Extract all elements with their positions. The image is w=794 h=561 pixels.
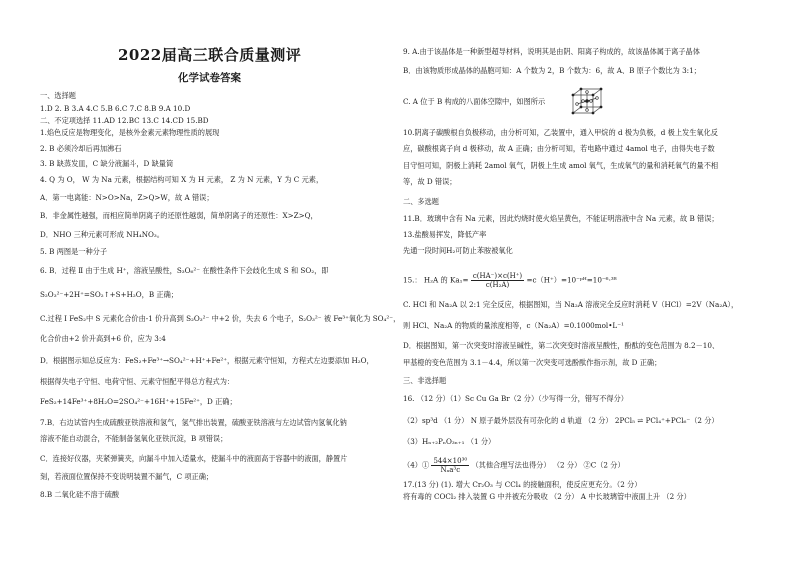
answer-line: 溶液不能自动混合，不能制备氢氧化亚铁沉淀，B 项错误； <box>40 434 228 443</box>
ka-denominator: c(H₂A) <box>485 281 510 289</box>
answer-line: 10.阴离子碳酸根自负极移动，由分析可知，乙装置中，通入甲烷的 d 极为负极，d 极上发生氧化反 <box>403 128 718 137</box>
ka-result: =c（H⁺）=10⁻ᵖᴴ=10⁻⁶·³⁸ <box>526 275 617 285</box>
answer-line: 将有毒的 COCl₂ 排入装置 G 中并被充分吸收 （2 分） A 中长玻璃管中液面上升 （2 分） <box>403 492 691 501</box>
answer-line: 甲基橙的变色范围为 3.1－4.4，所以第一次突变可选酚酞作指示剂，故 D 正确； <box>403 358 662 367</box>
page-title: 2022届高三联合质量测评 <box>118 46 302 64</box>
answer-line: 7.B．右边试管内生成硫酸亚铁溶液和氢气，氢气排出装置，硫酸亚铁溶液与左边试管内氢氧化钠 <box>40 418 347 427</box>
answer-line: 5. B 两图是一种分子 <box>40 247 108 256</box>
density-denominator: Nₐa³c <box>440 466 461 474</box>
answer-line: 13.盐酸易挥发，降低产率 <box>403 230 487 239</box>
ka-fraction <box>471 272 524 289</box>
answer-line: S₂O₃²⁻+2H⁺=SO₂↑+S+H₂O，B 正确； <box>40 290 178 299</box>
answer-line: 1.焰色反应是物理变化，是核外金素元素物理性质的展现 <box>40 128 220 137</box>
answer-line: C. A 位于 B 构成的八面体空隙中，如图所示 <box>403 97 546 106</box>
ka-numerator: c(HA⁻)×c(H⁺) <box>472 272 523 280</box>
answer-line: 先通一段时间H₂可防止苯胺被氧化 <box>403 246 513 255</box>
answer-line: 9. A.由于该晶体是一种新型超导材料，说明其是由阴、阳离子构成的，故该晶体属于离子晶体 <box>403 47 700 56</box>
answer-line: D．根据图示知总反应为：FeS₂+Fe³⁺→SO₄²⁻+H⁺+Fe²⁺，根据元素守恒知，方程式左边要添加 H₂O， <box>40 356 374 365</box>
page-subtitle: 化学试卷答案 <box>178 72 241 84</box>
answer-line: D．NHO 三种元素可形成 NH₄NO₃。 <box>40 230 164 239</box>
answer-line: 1.D 2. B 3.A 4.C 5.B 6.C 7.C 8.B 9.A 10.D <box>40 104 191 113</box>
answer-line: 应，碳酸根离子向 d 极移动，故 A 正确；由分析可知，若电路中通过 4amol 电子，由得失电子数 <box>403 144 715 153</box>
density-numerator: 544×10³⁰ <box>433 457 468 465</box>
answer-line: C．连接好仪器，夹紧弹簧夹，向漏斗中加入适量水，使漏斗中的液面高于容器中的液面，静置片 <box>40 454 348 463</box>
answer-line: 2. B 必须冷却后再加沸石 <box>40 144 122 153</box>
answer-line: 等，故 D 错误； <box>403 177 457 186</box>
answer-line: C. HCl 和 Na₂A 以 2:1 完全反应，根据图知，当 Na₂A 溶液完全反应时消耗 V（HCl）=2V（Na₂A）， <box>403 300 739 309</box>
answer-line: B．由该物质形成晶体的晶胞可知：A 个数为 2，B 个数为：6，故 A、B 原子个数比为 3:1； <box>403 66 701 75</box>
answer-line: 刻，若液面位置保持不变说明装置不漏气，C 项正确； <box>40 472 214 481</box>
answer-line: C.过程 I FeS₂中 S 元素化合价由-1 价升高到 S₂O₃²⁻ 中+2 价，失去 6 个电子，S₂O₃²⁻ 被 Fe³⁺氧化为 SO₄²⁻， <box>40 314 401 323</box>
answer-line: 化合价由+2 价升高到+6 价，应为 3:4 <box>40 334 166 343</box>
answer-line: D．根据图知，第一次突变时溶液呈碱性，第二次突变时溶液呈酸性，酚酞的变色范围为 8.2－10、 <box>403 341 720 350</box>
answer-line: 三、非选择题 <box>403 376 447 385</box>
answer-line: 根据得失电子守恒、电荷守恒、元素守恒配平得总方程式为： <box>40 377 235 386</box>
answer-line: FeS₂+14Fe³⁺+8H₂O=2SO₄²⁻+16H⁺+15Fe²⁺，D 正确； <box>40 397 237 406</box>
answer-line: 8.B 二氧化硅不溶于硫酸 <box>40 490 120 499</box>
ka-equation <box>403 272 617 289</box>
answer-line: 6. B．过程 Ⅱ 由于生成 H⁺，溶液呈酸性，S₃O₆²⁻ 在酸性条件下会歧化生成 S 和 SO₂，即 <box>40 266 329 275</box>
answer-line: 3. B 缺蒸发皿，C 缺分液漏斗，D 缺量筒 <box>40 159 174 168</box>
crystal-cell-diagram <box>569 85 605 117</box>
ka-label: 15.： H₂A 的 Ka₁= <box>403 275 469 285</box>
answer-line: 则 HCl、Na₂A 的物质的量浓度相等，c（Na₂A）=0.1000mol•L⁻¹ <box>403 321 624 330</box>
answer-line: 16. （12 分）（1）Sc Cu Ga Br（2 分）（少写得一分，错写不得分） <box>403 394 628 403</box>
density-note: （其他合理写法也得分） （2 分） ②C（2 分） <box>471 460 625 470</box>
density-equation <box>403 457 625 474</box>
answer-line: （3）Hₙ₊₂PₙO₃ₙ₊₁ （1 分） <box>403 437 496 446</box>
density-label: （4）① <box>403 460 430 470</box>
answer-line: 二、多选题 <box>403 197 439 206</box>
answer-line: 一、选择题 <box>40 91 76 100</box>
answer-line: A．第一电离能：N>O>Na，Z>Q>W，故 A 错误； <box>40 193 214 202</box>
answer-line: 4. Q 为 O， W 为 Na 元素，根据结构可知 X 为 H 元素， Z 为 N 元素，Y 为 C 元素， <box>40 175 324 184</box>
answer-line: B．非金属性越强，而相应简单阴离子的还原性越弱，简单阴离子的还原性：X>Z>Q， <box>40 211 318 220</box>
answer-line: 17.(13 分) (1). 增大 Cr₂O₃ 与 CCl₄ 的接触面积，使反应更充分。（2 分） <box>403 480 642 489</box>
answer-line: （2）sp³d （1 分） N 原子最外层没有可杂化的 d 轨道 （2 分） 2PCl₅ ⇌ PCl₄⁺+PCl₆⁻（2 分） <box>403 416 719 425</box>
answer-line: 11.B．玻璃中含有 Na 元素，因此灼烧时使火焰呈黄色，不能证明溶液中含 Na 元素，故 B 错误； <box>403 214 719 223</box>
answer-line: 目守恒可知，阴极上消耗 2amol 氧气，阴极上生成 amol 氧气，生成氧气的量和消耗氧气的量不相 <box>403 161 719 170</box>
density-fraction <box>431 457 469 474</box>
answer-line: 二、不定项选择 11.AD 12.BC 13.C 14.CD 15.BD <box>40 116 209 125</box>
